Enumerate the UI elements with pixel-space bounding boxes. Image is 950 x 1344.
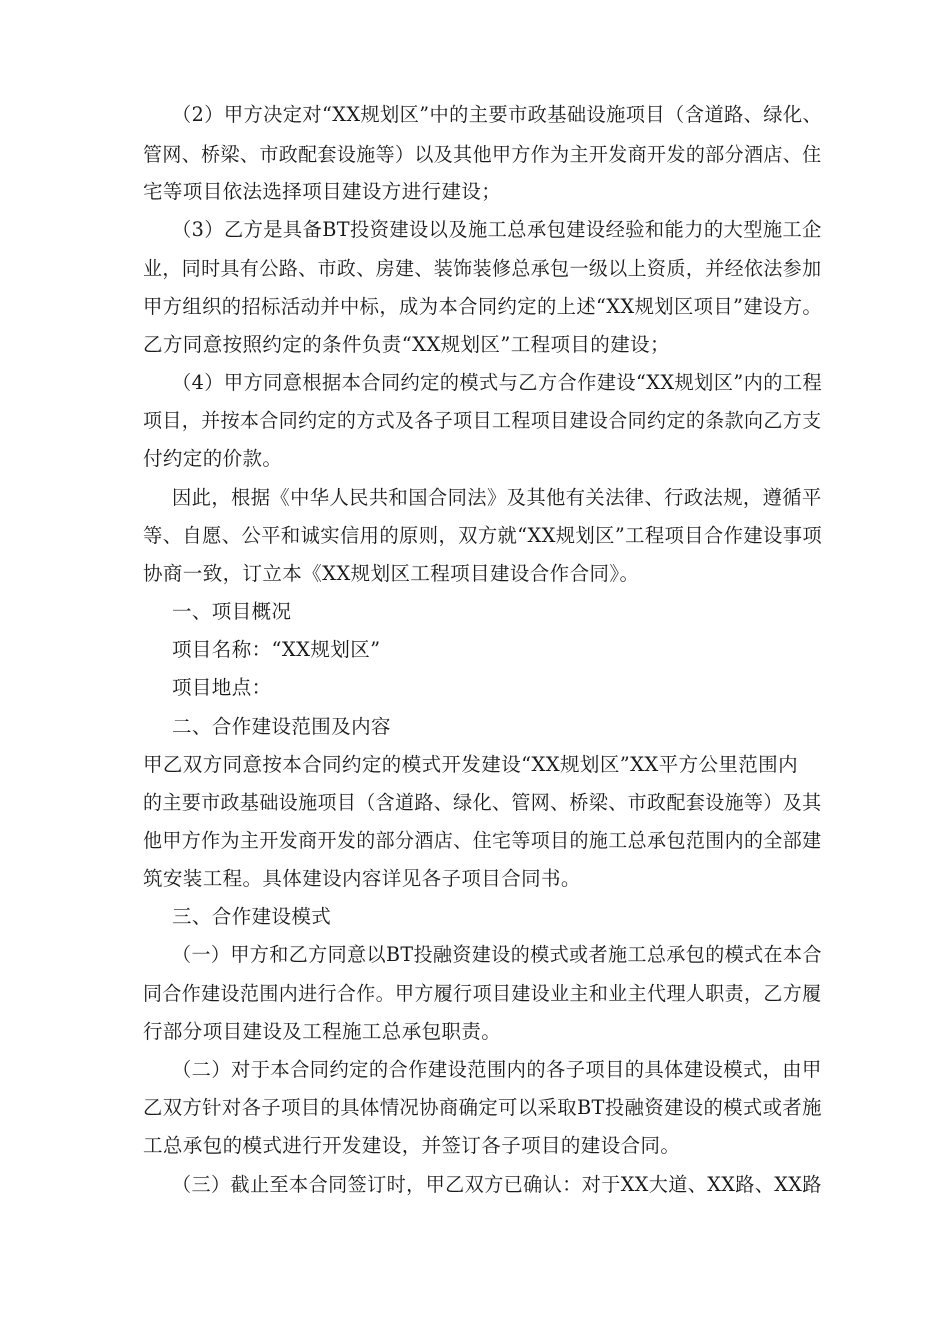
section-heading: 一、项目概况 <box>172 600 292 623</box>
text-line: （一）甲方和乙方同意以BT投融资建设的模式或者施工总承包的模式在本合 <box>172 943 822 966</box>
text-line: 他甲方作为主开发商开发的部分酒店、住宅等项目的施工总承包范围内的全部建 <box>143 829 822 852</box>
text-line: 业，同时具有公路、市政、房建、装饰装修总承包一级以上资质，并经依法参加 <box>143 257 822 280</box>
text-line: 宅等项目依法选择项目建设方进行建设； <box>143 180 502 203</box>
text-line: 等、自愿、公平和诚实信用的原则，双方就“XX规划区”工程项目合作建设事项 <box>143 524 823 547</box>
text-line: 付约定的价款。 <box>143 447 283 470</box>
text-line: （4）甲方同意根据本合同约定的模式与乙方合作建设“XX规划区”内的工程 <box>172 371 823 394</box>
section-heading: 三、合作建设模式 <box>172 905 332 928</box>
text-line: 因此，根据《中华人民共和国合同法》及其他有关法律、行政法规，遵循平 <box>172 486 822 509</box>
text-line: 甲方组织的招标活动并中标，成为本合同约定的上述“XX规划区项目”建设方。 <box>143 295 823 318</box>
text-line: 筑安装工程。具体建设内容详见各子项目合同书。 <box>143 867 581 890</box>
section-heading: 二、合作建设范围及内容 <box>172 715 391 738</box>
text-line: 乙方同意按照约定的条件负责“XX规划区”工程项目的建设； <box>143 333 670 356</box>
text-line: 项目地点： <box>172 676 272 699</box>
text-line: 管网、桥梁、市政配套设施等）以及其他甲方作为主开发商开发的部分酒店、住 <box>143 143 822 166</box>
text-line: 同合作建设范围内进行合作。甲方履行项目建设业主和业主代理人职责，乙方履 <box>143 982 822 1005</box>
text-line: 工总承包的模式进行开发建设，并签订各子项目的建设合同。 <box>143 1134 681 1157</box>
text-line: （二）对于本合同约定的合作建设范围内的各子项目的具体建设模式，由甲 <box>172 1058 822 1081</box>
text-line: 甲乙双方同意按本合同约定的模式开发建设“XX规划区”XX平方公里范围内 <box>143 753 798 776</box>
text-line: 行部分项目建设及工程施工总承包职责。 <box>143 1020 502 1043</box>
text-line: 协商一致，订立本《XX规划区工程项目建设合作合同》。 <box>143 562 640 585</box>
text-line: （三）截止至本合同签订时，甲乙双方已确认：对于XX大道、XX路、XX路 <box>172 1173 822 1196</box>
text-line: （3）乙方是具备BT投资建设以及施工总承包建设经验和能力的大型施工企 <box>172 218 822 241</box>
text-line: 的主要市政基础设施项目（含道路、绿化、管网、桥梁、市政配套设施等）及其 <box>143 791 822 814</box>
text-line: 项目，并按本合同约定的方式及各子项目工程项目建设合同约定的条款向乙方支 <box>143 409 822 432</box>
text-line: （2）甲方决定对“XX规划区”中的主要市政基础设施项目（含道路、绿化、 <box>172 103 823 126</box>
text-line: 项目名称：“XX规划区” <box>172 638 381 661</box>
text-line: 乙双方针对各子项目的具体情况协商确定可以采取BT投融资建设的模式或者施 <box>143 1096 822 1119</box>
